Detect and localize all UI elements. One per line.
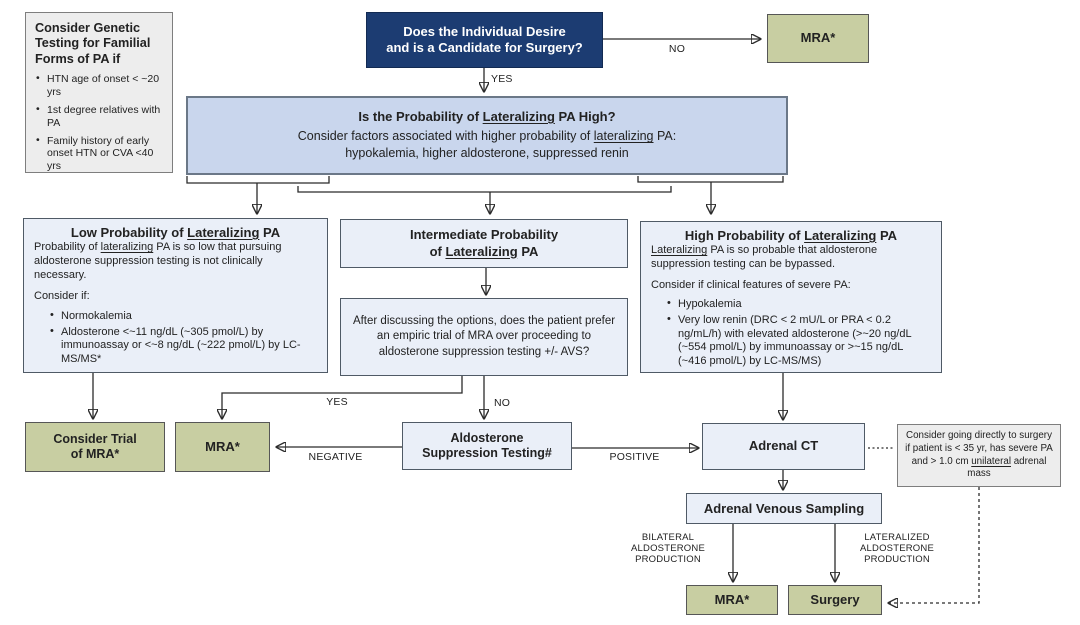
genetic-bullet-1: • HTN age of onset < ~20 yrs (35, 73, 164, 98)
edge-label-bilateral (608, 532, 728, 566)
high-title-pre: High Probability of (684, 228, 805, 243)
consider-trial-line2: of MRA* (70, 447, 120, 461)
lateralizing-probability-box (186, 96, 788, 175)
intermediate-title-line1: Intermediate Probability (409, 227, 559, 243)
lateralizing-line2 (298, 128, 676, 145)
low-body (34, 241, 317, 283)
mra-top-label: MRA* (800, 30, 836, 46)
genetic-testing-title: Consider Genetic Testing for Familial Forms of PA if (35, 21, 151, 66)
surgery-label: Surgery (810, 591, 860, 607)
high-bullet-1: • Hypokalemia (667, 298, 931, 312)
aldosterone-suppression-node (402, 422, 572, 470)
low-title (34, 225, 317, 241)
surgery-candidate-line1: Does the Individual Desire (403, 23, 566, 39)
mra-node-mid (175, 422, 270, 472)
intermediate-line2-underlined: Lateralizing (445, 243, 518, 259)
low-consider: Consider if: (34, 289, 90, 302)
surgery-candidate-line2: and is a Candidate for Surgery? (386, 40, 583, 55)
adrenal-ct-label: Adrenal CT (748, 438, 819, 454)
lateralizing-title-pre: Is the Probability of (358, 109, 483, 124)
lateralizing-title-post: PA High? (554, 109, 616, 124)
intermediate-title-line2 (430, 244, 539, 260)
high-title-underlined: Lateralizing (804, 228, 877, 243)
lateralized-line1: LATERALIZED (864, 532, 930, 543)
mra-mid-label: MRA* (205, 438, 240, 454)
edge-label-no-top: NO (668, 43, 686, 55)
empiric-trial-question: After discussing the options, does the patient prefer an empiric trial of MRA over proceeding to aldosterone suppression testing +/- AVS? (352, 314, 616, 358)
high-body-post: PA is so probable that aldosterone suppression testing can be bypassed. (651, 244, 878, 271)
direct-surgery-note-box (897, 424, 1061, 487)
lateralizing-line2-post: PA: (653, 129, 677, 144)
lateralizing-line2-underlined: lateralizing (593, 129, 654, 144)
mra-node-bottom (686, 585, 778, 615)
low-body-underlined: lateralizing (100, 241, 154, 254)
bracket-left (187, 176, 329, 183)
surgery-candidate-box (366, 12, 603, 68)
note-text-underlined: unilateral (971, 455, 1011, 467)
intermediate-probability-box (340, 219, 628, 268)
low-body-post: PA is so low that pursuing aldosterone suppression testing is not clinically necessary. (34, 241, 282, 281)
low-bullet-list (34, 310, 317, 367)
high-title (651, 228, 931, 244)
high-bullet-list (651, 298, 931, 369)
bracket-middle (298, 186, 671, 192)
genetic-bullet-2: • 1st degree relatives with PA (35, 104, 164, 129)
edge-label-yes-mid: YES (326, 396, 348, 408)
direct-surgery-note (905, 430, 1053, 481)
low-title-pre: Low Probability of (70, 225, 188, 240)
low-title-underlined: Lateralizing (187, 225, 260, 240)
empiric-trial-question-box (340, 298, 628, 376)
low-title-post: PA (259, 225, 281, 240)
mra-bottom-label: MRA* (714, 591, 750, 607)
consider-trial-node (25, 422, 165, 472)
high-probability-box (640, 221, 942, 373)
avs-node (686, 493, 882, 524)
adrenal-ct-node (702, 423, 865, 470)
intermediate-line2-pre: of (429, 243, 446, 259)
avs-label: Adrenal Venous Sampling (703, 500, 865, 516)
low-bullet-1: • Normokalemia (50, 310, 317, 324)
edge-label-negative: NEGATIVE (308, 451, 363, 463)
genetic-bullet-3: • Family history of early onset HTN or CVA <40 yrs (35, 135, 164, 172)
edge-label-no-mid: NO (494, 397, 511, 409)
lateralizing-title-underlined: Lateralizing (482, 109, 555, 124)
bilateral-line2: ALDOSTERONE (631, 543, 705, 555)
genetic-testing-list (35, 73, 164, 172)
note-text-post: adrenal mass (967, 455, 1047, 480)
lateralizing-line3: hypokalemia, higher aldosterone, suppressed renin (345, 146, 629, 161)
ast-line2: Suppression Testing# (422, 446, 552, 460)
consider-trial-line1: Consider Trial (53, 431, 137, 446)
intermediate-line2-post: PA (517, 243, 539, 259)
genetic-testing-box (25, 12, 173, 173)
low-probability-box (23, 218, 328, 373)
edge-label-yes-top: YES (491, 73, 513, 85)
high-body-underlined: Lateralizing (651, 244, 708, 257)
mra-node-top (767, 14, 869, 63)
lateralizing-title (358, 109, 615, 125)
edge-label-lateralized (837, 532, 957, 566)
high-bullet-2: • Very low renin (DRC < 2 mU/L or PRA < 0.2 ng/mL/h) with elevated aldosterone (>~20 ng/dL (~554 pmol/L) by immunoassay or >~15 ng/dL (~416 pmol/L) by LC-MS/MS) (667, 314, 931, 369)
bracket-right (638, 176, 783, 182)
edge-label-positive: POSITIVE (609, 451, 660, 463)
ast-line1: Aldosterone (450, 430, 524, 445)
high-title-post: PA (876, 228, 898, 243)
bilateral-line1: BILATERAL (641, 532, 695, 543)
surgery-node (788, 585, 882, 615)
high-consider: Consider if clinical features of severe PA: (651, 278, 851, 291)
lateralizing-line2-pre: Consider factors associated with higher probability of (297, 129, 594, 144)
low-bullet-2: • Aldosterone <~11 ng/dL (~305 pmol/L) by immunoassay or <~8 ng/dL (~222 pmol/L) by LC-MS/MS* (50, 326, 317, 368)
lateralized-line2: ALDOSTERONE (860, 543, 934, 555)
low-body-pre: Probability of (34, 241, 101, 254)
bilateral-line3: PRODUCTION (635, 554, 701, 566)
high-body (651, 244, 931, 272)
note-text-pre: Consider going directly to surgery if patient is < 35 yr, has severe PA and > 1.0 cm (905, 430, 1053, 467)
lateralized-line3: PRODUCTION (864, 554, 930, 566)
